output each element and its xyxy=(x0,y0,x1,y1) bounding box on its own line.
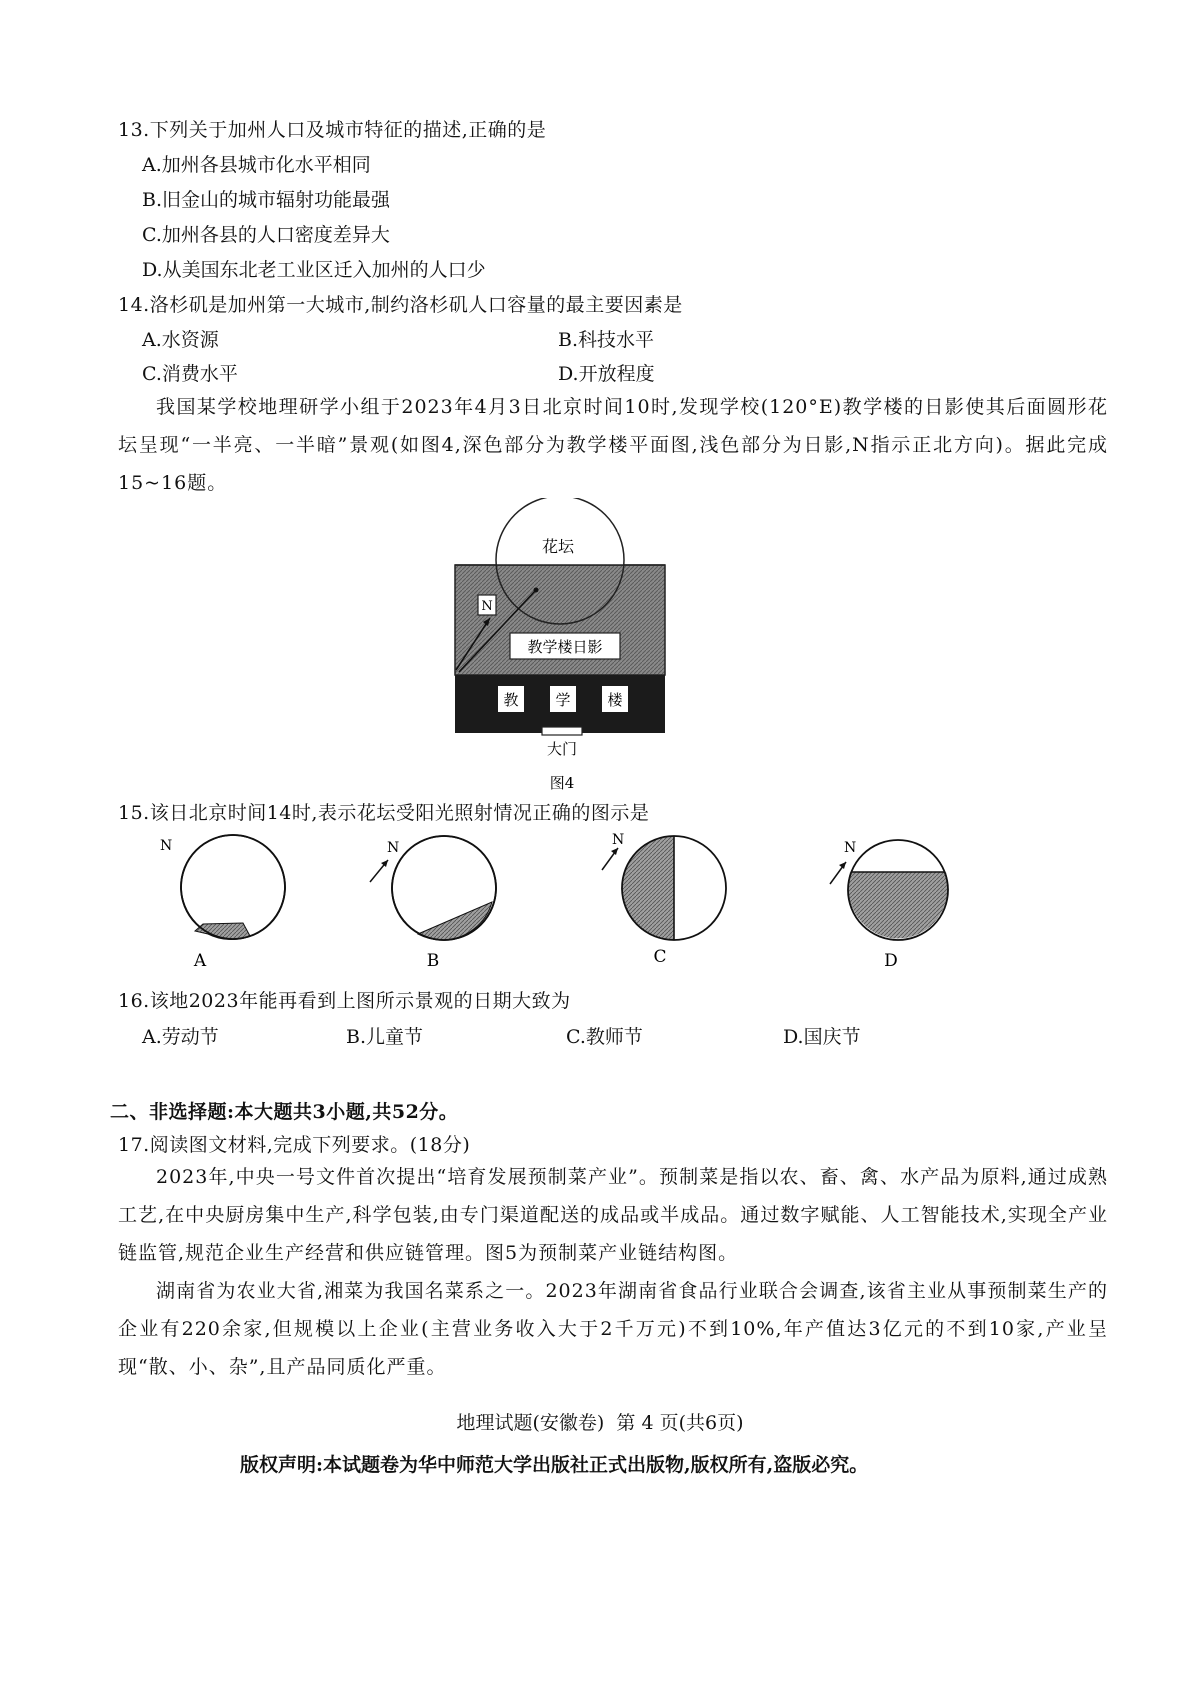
q16-option-d: D.国庆节 xyxy=(783,1026,861,1048)
diagram-c-north-label: N xyxy=(612,832,625,848)
q13-option-c: C.加州各县的人口密度差异大 xyxy=(142,224,390,246)
copyright-notice: 版权声明:本试题卷为华中师范大学出版社正式出版物,版权所有,盗版必究。 xyxy=(240,1454,869,1476)
building-char-1: 教 xyxy=(503,691,519,709)
q14-option-c: C.消费水平 xyxy=(142,363,238,385)
q15-stem: 15.该日北京时间14时,表示花坛受阳光照射情况正确的图示是 xyxy=(118,802,650,824)
diagram-d-label: D xyxy=(884,951,898,971)
diagram-d xyxy=(830,840,948,971)
north-label: N xyxy=(481,599,493,614)
q14-option-d: D.开放程度 xyxy=(558,363,655,385)
diagram-a xyxy=(160,835,285,971)
q13-stem: 13.下列关于加州人口及城市特征的描述,正确的是 xyxy=(118,119,547,141)
q16-option-a: A.劳动节 xyxy=(142,1026,219,1048)
passage-15-16: 我国某学校地理研学小组于2023年4月3日北京时间10时,发现学校(120°E)教学楼的日影使其后面圆形花坛呈现“一半亮、一半暗”景观(如图4,深色部分为教学楼平面图,浅色部分为日影,N指示正北方向)。据此完成15~16题。 xyxy=(118,396,1108,494)
q13-option-d: D.从美国东北老工业区迁入加州的人口少 xyxy=(142,259,486,281)
gate xyxy=(542,727,582,735)
q13-option-a: A.加州各县城市化水平相同 xyxy=(142,154,371,176)
q14-option-a: A.水资源 xyxy=(142,329,219,351)
shadow-label: 教学楼日影 xyxy=(527,638,603,656)
q16-option-c: C.教师节 xyxy=(566,1026,643,1048)
diagram-a-label: A xyxy=(193,951,207,971)
building-char-2: 学 xyxy=(555,691,571,709)
diagram-d-north-label: N xyxy=(844,840,857,856)
page-footer: 地理试题(安徽卷) 第 4 页(共6页) xyxy=(456,1412,744,1434)
gate-label: 大门 xyxy=(546,740,578,758)
figure-4-caption: 图4 xyxy=(549,774,575,792)
q17-paragraph-2: 湖南省为农业大省,湘菜为我国名菜系之一。2023年湖南省食品行业联合会调查,该省主业从事预制菜生产的企业有220余家,但规模以上企业(主营业务收入大于2千万元)不到10%,年产值达3亿元的不到10家,产业呈现“散、小、杂”,且产品同质化严重。 xyxy=(118,1280,1108,1378)
q14-stem: 14.洛杉矶是加州第一大城市,制约洛杉矶人口容量的最主要因素是 xyxy=(118,294,683,316)
diagram-c-label: C xyxy=(653,947,667,967)
q16-option-b: B.儿童节 xyxy=(346,1026,424,1048)
diagram-b-north-label: N xyxy=(387,840,400,856)
flowerbed-label: 花坛 xyxy=(541,537,575,556)
q15-diagrams xyxy=(140,832,1140,972)
q14-option-b: B.科技水平 xyxy=(558,329,655,351)
q13-option-b: B.旧金山的城市辐射功能最强 xyxy=(142,189,391,211)
figure-4 xyxy=(450,498,710,798)
section-2-heading: 二、非选择题:本大题共3小题,共52分。 xyxy=(110,1101,459,1123)
q17-stem: 17.阅读图文材料,完成下列要求。(18分) xyxy=(118,1134,471,1156)
diagram-c xyxy=(602,832,726,967)
diagram-a-north-label: N xyxy=(160,838,173,854)
diagram-b xyxy=(370,836,496,971)
q16-stem: 16.该地2023年能再看到上图所示景观的日期大致为 xyxy=(118,990,571,1012)
diagram-b-label: B xyxy=(426,951,440,971)
q17-paragraph-1: 2023年,中央一号文件首次提出“培育发展预制菜产业”。预制菜是指以农、畜、禽、水产品为原料,通过成熟工艺,在中央厨房集中生产,科学包装,由专门渠道配送的成品或半成品。通过数字赋能、人工智能技术,实现全产业链监管,规范企业生产经营和供应链管理。图5为预制菜产业链结构图。 xyxy=(118,1166,1108,1264)
building-char-3: 楼 xyxy=(607,691,623,709)
